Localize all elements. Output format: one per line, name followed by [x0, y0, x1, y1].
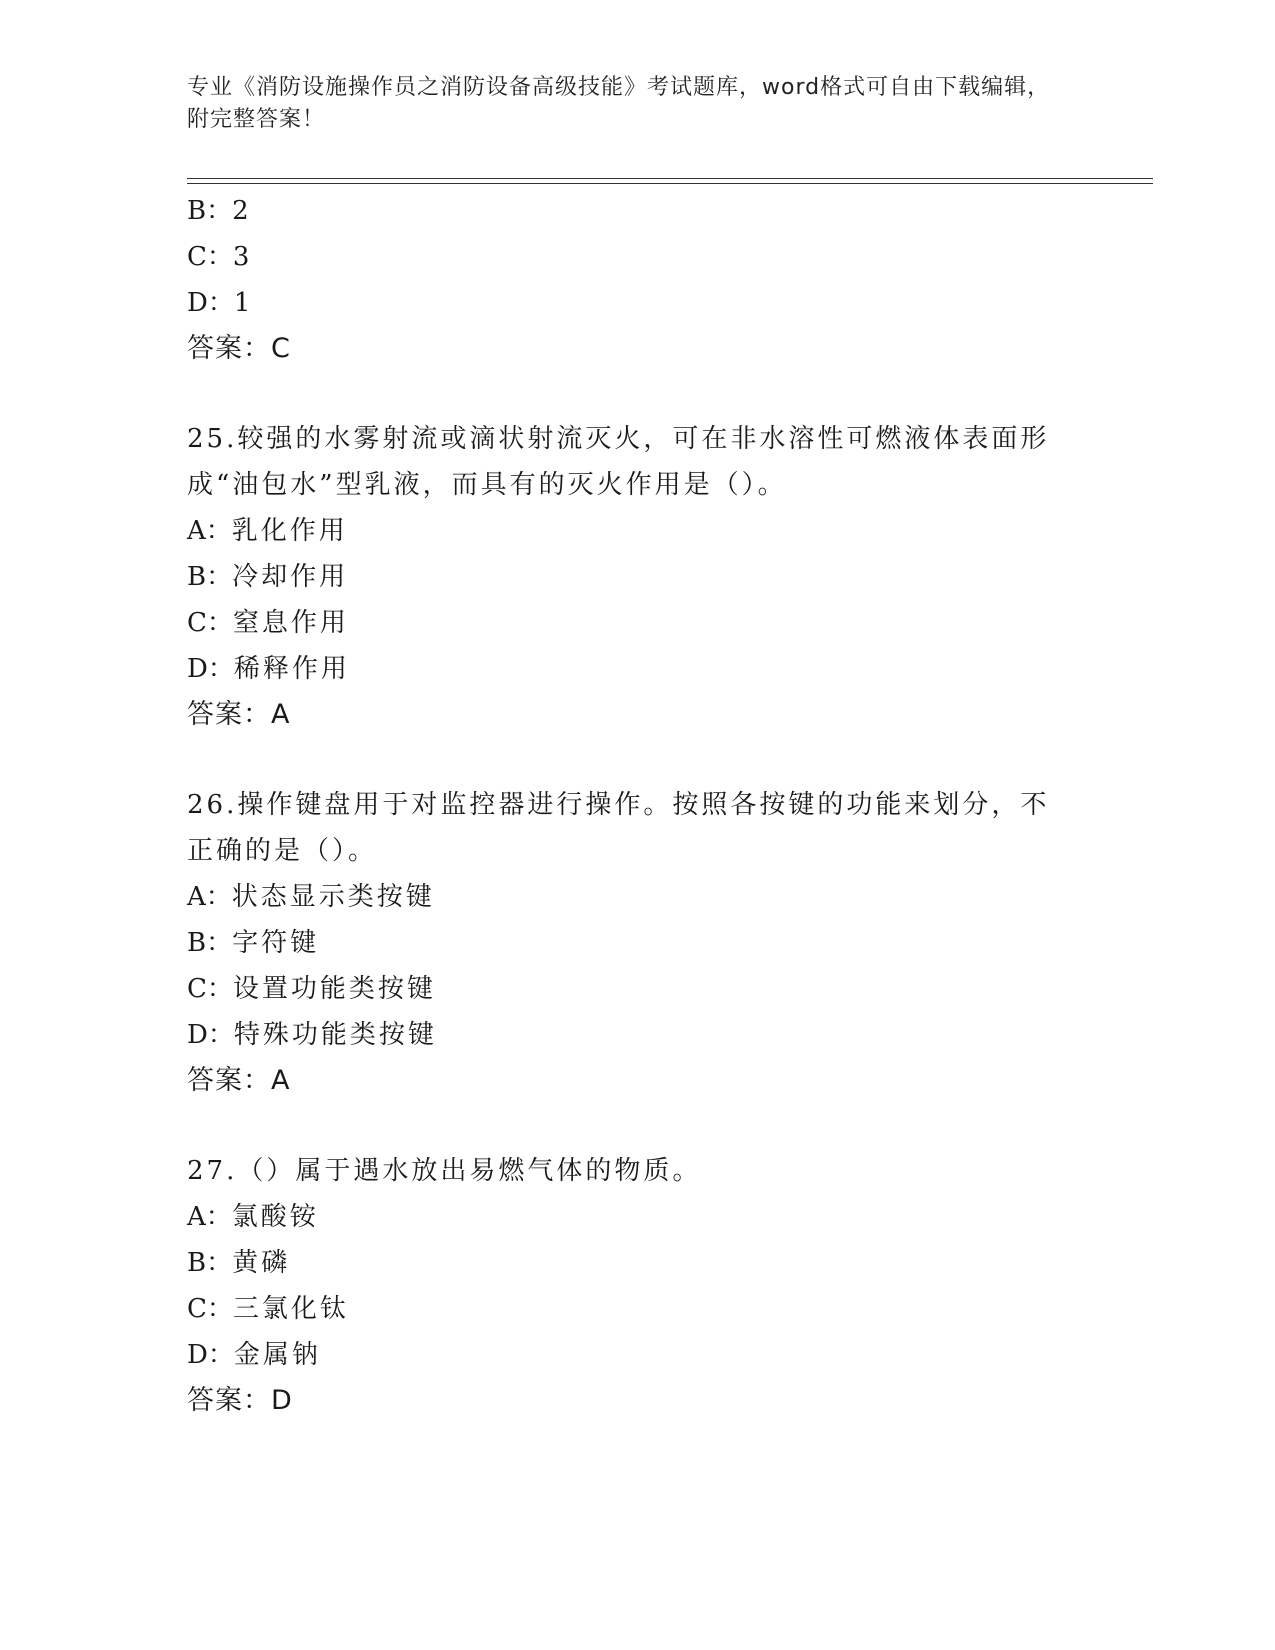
question-title: 26.操作键盘用于对监控器进行操作。按照各按键的功能来划分，不正确的是（）。 [187, 790, 1050, 866]
question-26 [187, 782, 1087, 1104]
question-content [187, 188, 1087, 1424]
answer-line: 答案：D [187, 1385, 293, 1416]
question-27 [187, 1148, 1087, 1424]
prev-question-block [187, 188, 1087, 372]
question-title: 27.（）属于遇水放出易燃气体的物质。 [187, 1156, 702, 1186]
option-a: A：乳化作用 [187, 516, 348, 546]
answer-line: 答案：C [187, 333, 291, 364]
option-d: D：1 [187, 288, 254, 318]
option-b: B：黄磷 [187, 1248, 291, 1278]
question-title: 25.较强的水雾射流或滴状射流灭火，可在非水溶性可燃液体表面形成“油包水”型乳液，而具有的灭火作用是（）。 [187, 424, 1050, 500]
header-rule-bottom [187, 183, 1153, 184]
answer-line: 答案：A [187, 1065, 291, 1096]
question-25 [187, 416, 1087, 738]
option-c: C：三氯化钛 [187, 1294, 349, 1324]
option-b: B：2 [187, 196, 252, 226]
option-b: B：冷却作用 [187, 562, 349, 592]
option-d: D：稀释作用 [187, 654, 350, 684]
option-c: C：窒息作用 [187, 608, 349, 638]
option-d: D：金属钠 [187, 1340, 321, 1370]
option-b: B：字符键 [187, 928, 320, 958]
option-c: C：设置功能类按键 [187, 974, 436, 1004]
option-d: D：特殊功能类按键 [187, 1020, 437, 1050]
option-c: C：3 [187, 242, 253, 272]
option-a: A：状态显示类按键 [187, 882, 435, 912]
answer-line: 答案：A [187, 699, 291, 730]
header-rule-top [187, 178, 1153, 179]
option-a: A：氯酸铵 [187, 1202, 319, 1232]
document-header: 专业《消防设施操作员之消防设备高级技能》考试题库，word格式可自由下载编辑，附完整答案！ [187, 75, 1051, 132]
